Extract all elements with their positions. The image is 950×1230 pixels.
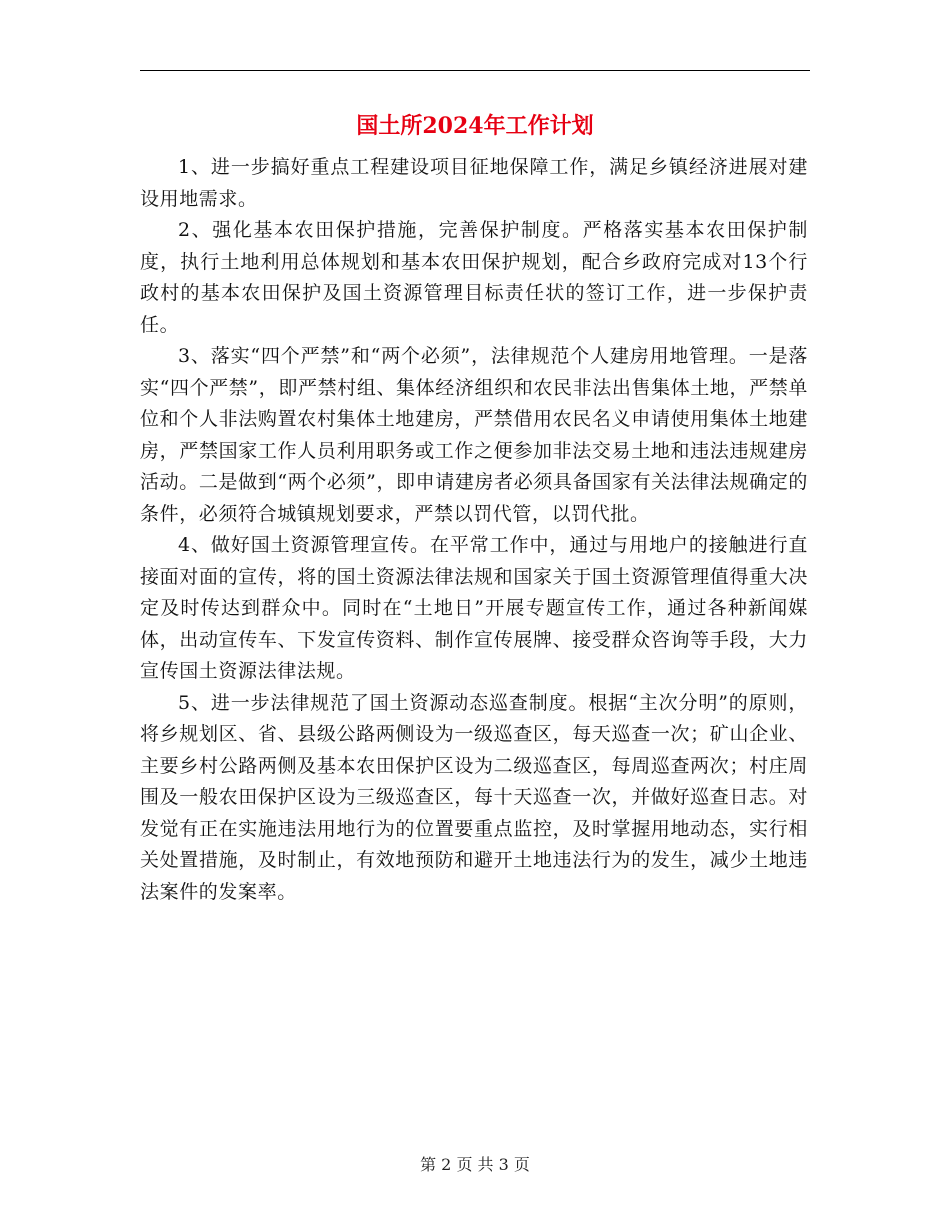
paragraph-3: 3、落实“四个严禁”和“两个必须”，法律规范个人建房用地管理。一是落实“四个严禁”，即严禁村组、集体经济组织和农民非法出售集体土地，严禁单位和个人非法购置农村集体土地建房，严禁借用农民名义申请使用集体土地建房，严禁国家工作人员利用职务或工作之便参加非法交易土地和违法违规建房活动。二是做到“两个必须”，即申请建房者必须具备国家有关法律法规确定的条件，必须符合城镇规划要求，严禁以罚代管，以罚代批。 bbox=[140, 345, 808, 525]
paragraph-1: 1、进一步搞好重点工程建设项目征地保障工作，满足乡镇经济进展对建设用地需求。 bbox=[140, 156, 808, 210]
paragraph-5: 5、进一步法律规范了国土资源动态巡查制度。根据“主次分明”的原则，将乡规划区、省、县级公路两侧设为一级巡查区，每天巡查一次；矿山企业、主要乡村公路两侧及基本农田保护区设为二级巡查区，每周巡查两次；村庄周围及一般农田保护区设为三级巡查区，每十天巡查一次，并做好巡查日志。对发觉有正在实施违法用地行为的位置要重点监控，及时掌握用地动态，实行相关处置措施，及时制止，有效地预防和避开土地违法行为的发生，减少土地违法案件的发案率。 bbox=[140, 691, 808, 903]
paragraph-2: 2、强化基本农田保护措施，完善保护制度。严格落实基本农田保护制度，执行土地利用总体规划和基本农田保护规划，配合乡政府完成对13个行政村的基本农田保护及国土资源管理目标责任状的签订工作，进一步保护责任。 bbox=[140, 219, 808, 336]
header-rule bbox=[140, 70, 810, 71]
document-body bbox=[140, 152, 808, 908]
page-number-footer: 第 2 页 共 3 页 bbox=[420, 1155, 530, 1174]
document-title: 国土所2024年工作计划 bbox=[356, 113, 594, 139]
paragraph-4: 4、做好国土资源管理宣传。在平常工作中，通过与用地户的接触进行直接面对面的宣传，将的国土资源法律法规和国家关于国土资源管理值得重大决定及时传达到群众中。同时在“土地日”开展专题宣传工作，通过各种新闻媒体，出动宣传车、下发宣传资料、制作宣传展牌、接受群众咨询等手段，大力宣传国土资源法律法规。 bbox=[140, 534, 808, 682]
